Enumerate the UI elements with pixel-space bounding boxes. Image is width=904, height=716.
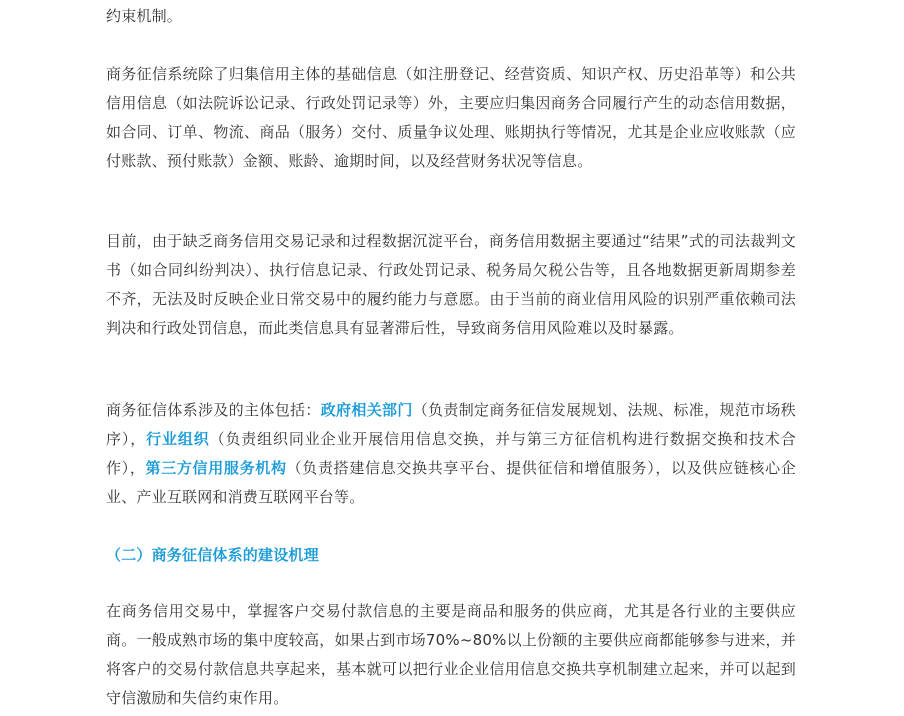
- section-heading: （二）商务征信体系的建设机理: [106, 546, 319, 564]
- entity-third-party-desc: （负责搭建信息交换共享平台、提供征信和增值服务），以及供应链核心企业、产业互联网和消费互联网平台等。: [106, 459, 796, 506]
- paragraph-data-scope: 商务征信系统除了归集信用主体的基础信息（如注册登记、经营资质、知识产权、历史沿革等）和公共信用信息（如法院诉讼记录、行政处罚记录等）外，主要应归集因商务合同履行产生的动态信用数据，如合同、订单、物流、商品（服务）交付、质量争议处理、账期执行等情况，尤其是企业应收账款（应付账款、预付账款）金额、账龄、逾期时间，以及经营财务状况等信息。: [106, 65, 796, 170]
- entity-government-desc: （负责制定商务征信发展规划、法规、标准，规范市场秩序），: [106, 401, 796, 448]
- paragraph-participants: [106, 396, 796, 512]
- paragraph-current-status: 目前，由于缺乏商务信用交易记录和过程数据沉淀平台，商务信用数据主要通过“结果”式的司法裁判文书（如合同纠纷判决）、执行信息记录、行政处罚记录、税务局欠税公告等，且各地数据更新周期参差不齐，无法及时反映企业日常交易中的履约能力与意愿。由于当前的商业信用风险的识别严重依赖司法判决和行政处罚信息，而此类信息具有显著滞后性，导致商务信用风险难以及时暴露。: [106, 232, 796, 337]
- paragraph-continuation: 约束机制。: [106, 7, 183, 25]
- entity-industry-org-desc: （负责组织同业企业开展信用信息交换，并与第三方征信机构进行数据交换和技术合作），: [106, 430, 796, 477]
- entity-third-party: 第三方信用服务机构: [145, 459, 287, 477]
- participants-intro: 商务征信体系涉及的主体包括：: [106, 401, 321, 419]
- entity-industry-org: 行业组织: [146, 430, 210, 448]
- entity-government: 政府相关部门: [320, 401, 413, 419]
- paragraph-mechanism: 在商务信用交易中，掌握客户交易付款信息的主要是商品和服务的供应商，尤其是各行业的主要供应商。一般成熟市场的集中度较高，如果占到市场70%~80%以上份额的主要供应商都能够参与进来，并将客户的交易付款信息共享起来，基本就可以把行业企业信用信息交换共享机制建立起来，并可以起到守信激励和失信约束作用。: [106, 602, 796, 707]
